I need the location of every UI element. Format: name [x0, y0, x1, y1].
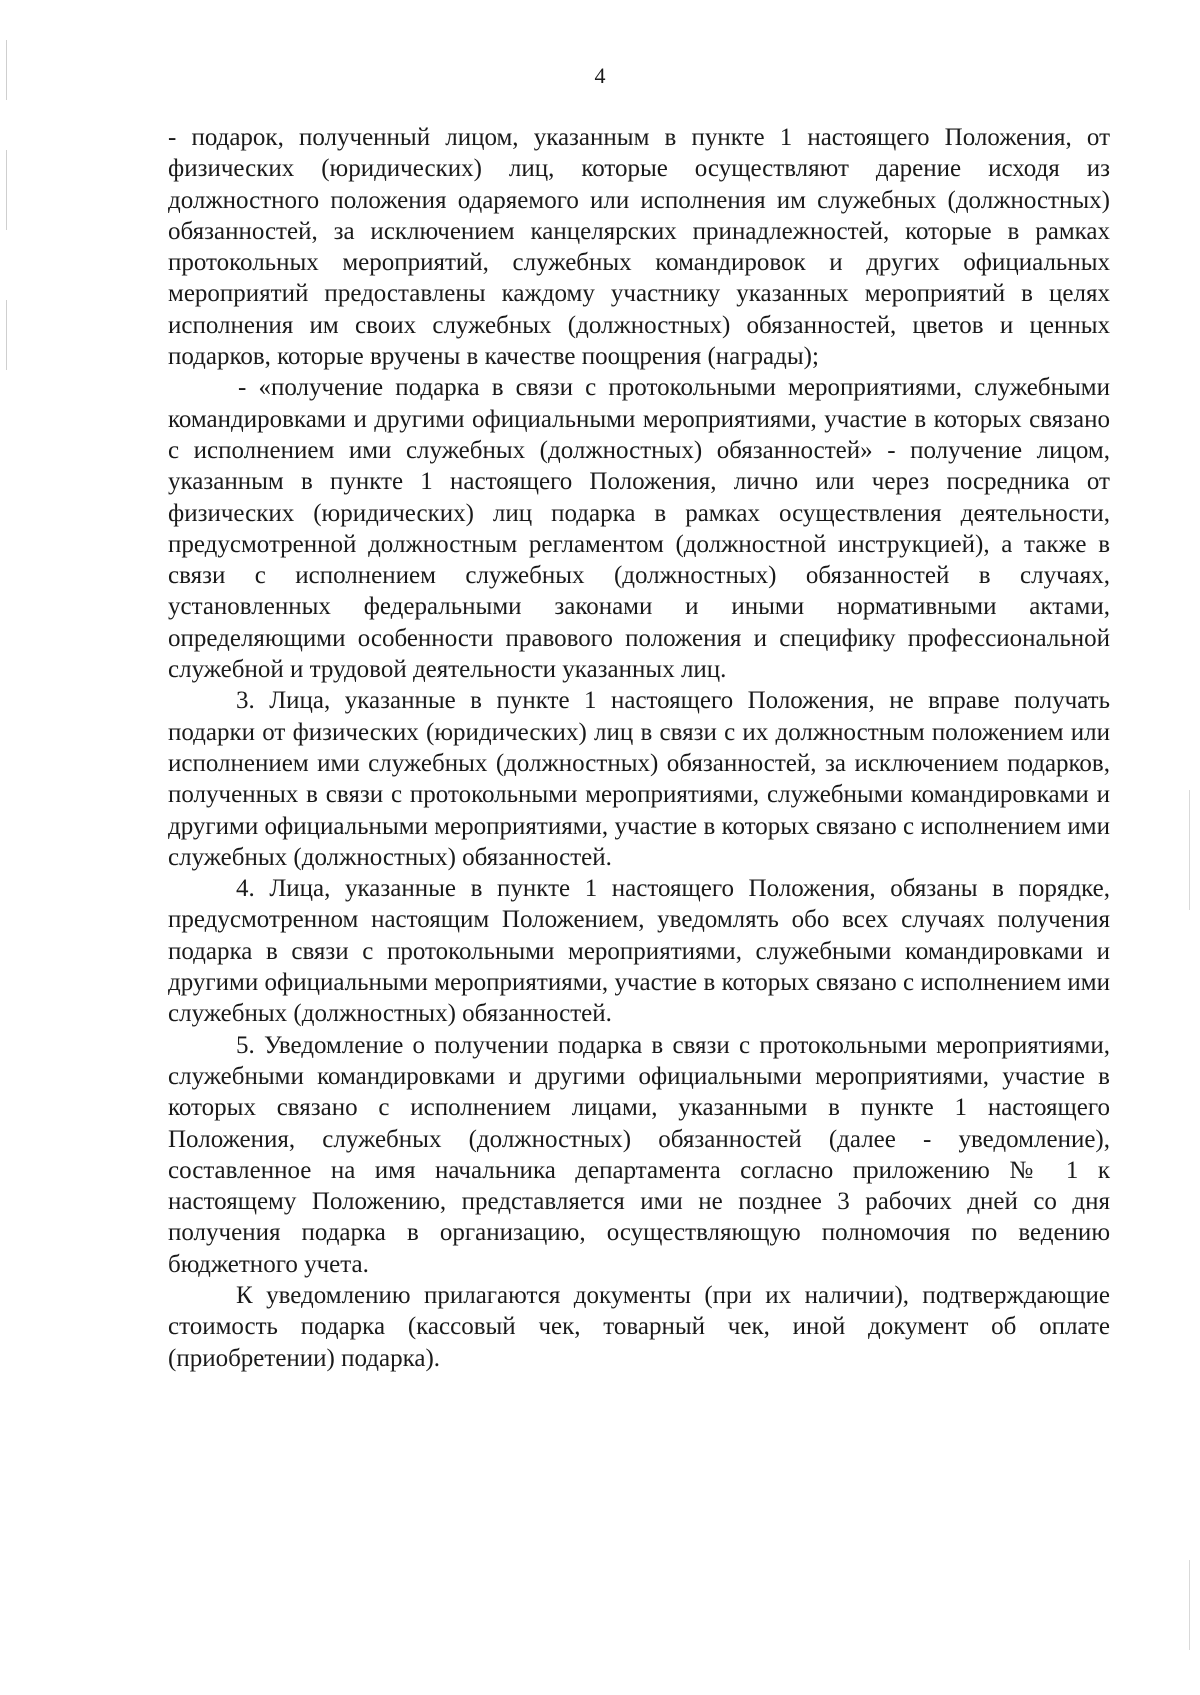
document-body: [168, 122, 1110, 1374]
scan-edge-mark: [6, 300, 7, 370]
paragraph-clause-4: 4. Лица, указанные в пункте 1 настоящего Положения, обязаны в порядке, предусмотренном настоящим Положением, уведомлять обо всех случаях получения подарка в связи с протокольными мероприятиями, служебными командировками и другими официальными мероприятиями, участие в которых связано с исполнением ими служебных (должностных) обязанностей.: [168, 875, 1110, 1028]
scan-edge-mark: [6, 150, 7, 230]
scan-edge-mark: [1189, 790, 1190, 910]
page-number: 4: [594, 63, 606, 88]
paragraph-clause-3: 3. Лица, указанные в пункте 1 настоящего Положения, не вправе получать подарки от физических (юридических) лиц в связи с их должностным положением или исполнением ими служебных (должностных) обязанностей, за исключением подарков, полученных в связи с протокольными мероприятиями, служебными командировками и другими официальными мероприятиями, участие в которых связано с исполнением ими служебных (должностных) обязанностей.: [168, 687, 1110, 871]
paragraph-receiving-gift-definition: - «получение подарка в связи с протокольными мероприятиями, служебными командировками и другими официальными мероприятиями, участие в которых связано с исполнением ими служебных (должностных) обязанностей» - получение лицом, указанным в пункте 1 настоящего Положения, лично или через посредника от физических (юридических) лиц подарка в рамках осуществления деятельности, предусмотренной должностным регламентом (должностной инструкцией), а также в связи с исполнением служебных (должностных) обязанностей в случаях, установленных федеральными законами и иными нормативными актами, определяющими особенности правового положения и специфику профессиональной служебной и трудовой деятельности указанных лиц.: [168, 374, 1110, 684]
paragraph-clause-5: 5. Уведомление о получении подарка в связи с протокольными мероприятиями, служебными командировками и другими официальными мероприятиями, участие в которых связано с исполнением лицами, указанными в пункте 1 настоящего Положения, служебных (должностных) обязанностей (далее - уведомление), составленное на имя начальника департамента согласно приложению № 1 к настоящему Положению, представляется ими не позднее 3 рабочих дней со дня получения подарка в организацию, осуществляющую полномочия по ведению бюджетного учета.: [168, 1031, 1110, 1278]
paragraph-attachments: К уведомлению прилагаются документы (при их наличии), подтверждающие стоимость подарка (кассовый чек, товарный чек, иной документ об оплате (приобретении) подарка).: [168, 1281, 1110, 1372]
scan-edge-mark: [1189, 1560, 1190, 1650]
paragraph-gift-definition: - подарок, полученный лицом, указанным в пункте 1 настоящего Положения, от физических (юридических) лиц, которые осуществляют дарение исходя из должностного положения одаряемого или исполнения им служебных (должностных) обязанностей, за исключением канцелярских принадлежностей, которые в рамках протокольных мероприятий, служебных командировок и других официальных мероприятий предоставлены каждому участнику указанных мероприятий в целях исполнения им своих служебных (должностных) обязанностей, цветов и ценных подарков, которые вручены в качестве поощрения (награды);: [168, 124, 1110, 371]
